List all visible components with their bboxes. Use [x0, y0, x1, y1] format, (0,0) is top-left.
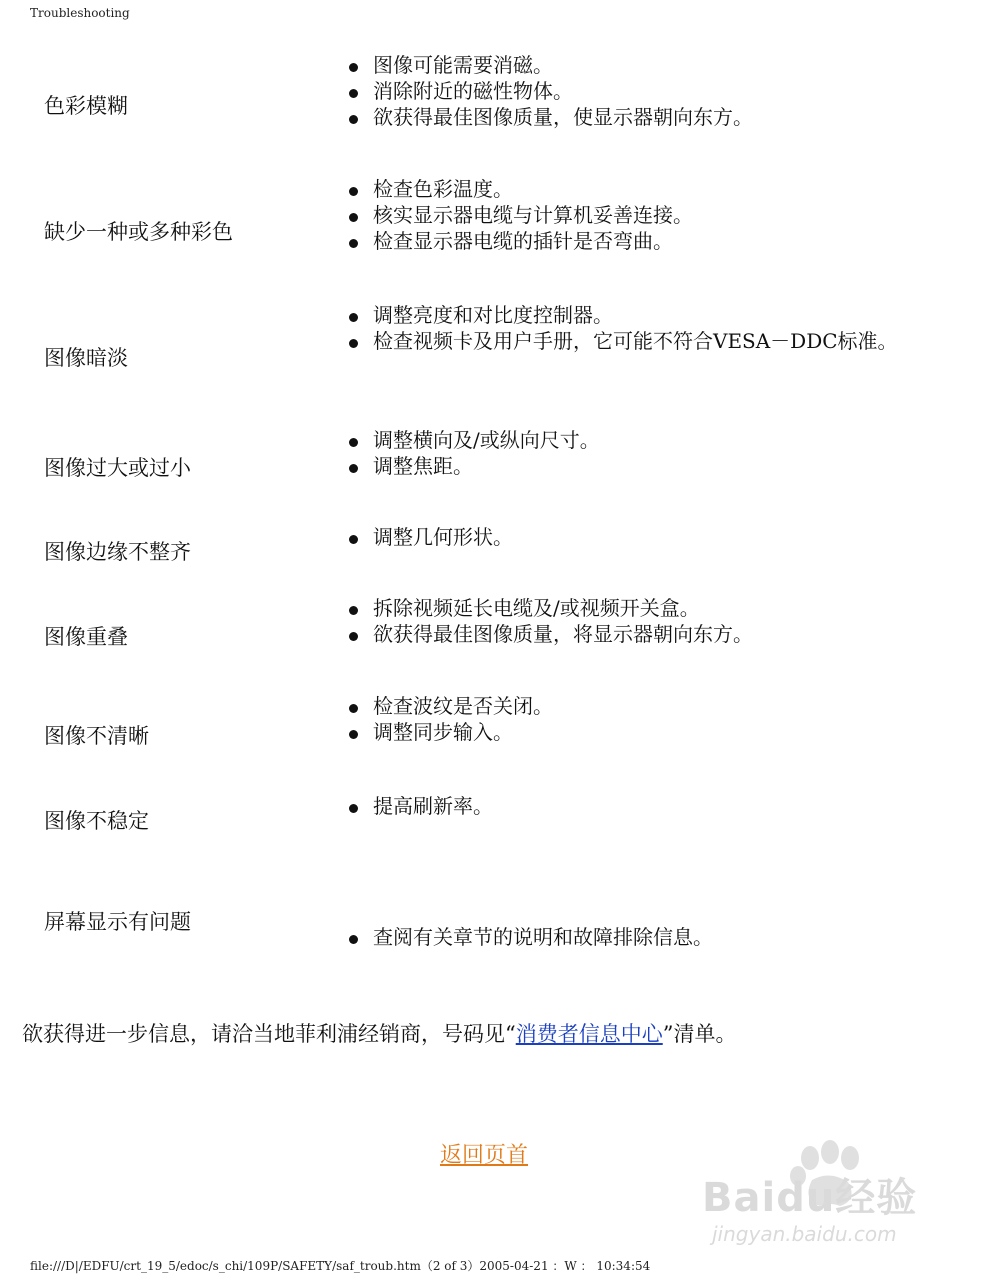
solution-item: 检查视频卡及用户手册，它可能不符合VESA－DDC标准。	[345, 328, 905, 354]
solution-item: 调整同步输入。	[345, 719, 925, 745]
bullet-icon	[349, 187, 358, 196]
back-to-top-link[interactable]: 返回页首	[440, 1143, 529, 1168]
consumer-info-center-link[interactable]: 消费者信息中心	[515, 1022, 663, 1046]
problem-label: 图像暗淡	[44, 346, 128, 370]
bullet-icon	[349, 239, 358, 248]
bullet-icon	[349, 213, 358, 222]
solution-item: 调整焦距。	[345, 453, 925, 479]
problem-label: 屏幕显示有问题	[44, 910, 191, 934]
solution-list	[345, 924, 925, 950]
bullet-icon	[349, 535, 358, 544]
bullet-icon	[349, 606, 358, 615]
bullet-icon	[349, 464, 358, 473]
solution-list	[345, 427, 925, 479]
solution-list	[345, 595, 925, 647]
bullet-icon	[349, 730, 358, 739]
bullet-icon	[349, 339, 358, 348]
status-bar-path: file:///D|/EDFU/crt_19_5/edoc/s_chi/109P/SAFETY/saf_troub.htm（2 of 3）2005-04-21 ：W ： 10:34:54	[30, 1259, 651, 1273]
problem-label: 图像不稳定	[44, 809, 149, 833]
solution-item: 提高刷新率。	[345, 793, 925, 819]
baidu-watermark	[700, 1130, 950, 1260]
problem-label: 缺少一种或多种彩色	[44, 220, 233, 244]
problem-label: 色彩模糊	[44, 94, 128, 118]
solution-list	[345, 52, 925, 130]
bullet-icon	[349, 115, 358, 124]
solution-item: 消除附近的磁性物体。	[345, 78, 925, 104]
solution-item: 调整亮度和对比度控制器。	[345, 302, 905, 328]
problem-label: 图像过大或过小	[44, 456, 191, 480]
bullet-icon	[349, 313, 358, 322]
solution-item: 查阅有关章节的说明和故障排除信息。	[345, 924, 925, 950]
solution-item: 图像可能需要消磁。	[345, 52, 925, 78]
bullet-icon	[349, 89, 358, 98]
solution-item: 欲获得最佳图像质量，将显示器朝向东方。	[345, 621, 925, 647]
solution-item: 欲获得最佳图像质量，使显示器朝向东方。	[345, 104, 925, 130]
bullet-icon	[349, 704, 358, 713]
solution-item: 检查显示器电缆的插针是否弯曲。	[345, 228, 925, 254]
bullet-icon	[349, 63, 358, 72]
problem-label: 图像边缘不整齐	[44, 540, 191, 564]
solution-item: 核实显示器电缆与计算机妥善连接。	[345, 202, 925, 228]
problem-label: 图像不清晰	[44, 724, 149, 748]
more-info-text: 欲获得进一步信息，请洽当地菲利浦经销商，号码见“消费者信息中心”清单。	[22, 1022, 737, 1046]
solution-list	[345, 524, 925, 550]
page-header-title: Troubleshooting	[30, 6, 130, 20]
problem-label: 图像重叠	[44, 625, 128, 649]
solution-item: 调整几何形状。	[345, 524, 925, 550]
solution-item: 检查波纹是否关闭。	[345, 693, 925, 719]
solution-list	[345, 693, 925, 745]
bullet-icon	[349, 632, 358, 641]
solution-list	[345, 176, 925, 254]
bullet-icon	[349, 935, 358, 944]
solution-item: 调整横向及/或纵向尺寸。	[345, 427, 925, 453]
solution-item: 检查色彩温度。	[345, 176, 925, 202]
solution-list	[345, 793, 925, 819]
bullet-icon	[349, 438, 358, 447]
solution-item: 拆除视频延长电缆及/或视频开关盒。	[345, 595, 925, 621]
watermark-url: jingyan.baidu.com	[712, 1222, 897, 1246]
watermark-brand: Baidu经验	[702, 1175, 918, 1221]
bullet-icon	[349, 804, 358, 813]
solution-list	[345, 302, 905, 354]
